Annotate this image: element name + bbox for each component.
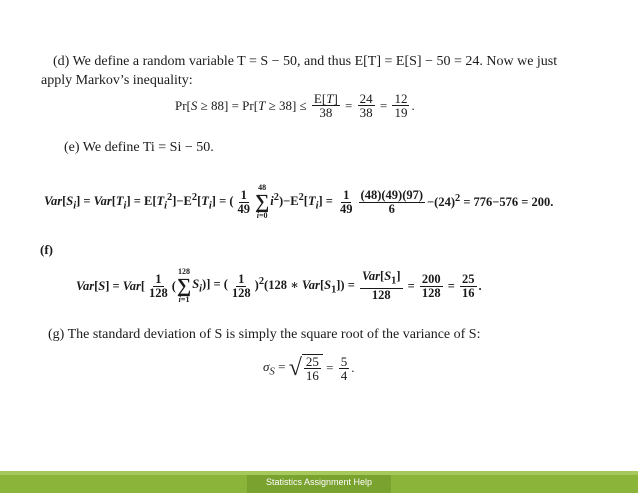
part-e-text: (e) We define Ti = Si − 50. [64,140,214,155]
part-g-text: (g) The standard deviation of S is simply the square root of the variance of S: [48,327,481,342]
footer-stripe [0,471,638,475]
footer-label: Statistics Assignment Help [247,471,391,493]
variance-s-formula: Var[S] = Var[ $\frac{1}{128}$ ( 128 ∑ i=1 $S_i$)] = ( $\frac{1}{128}$ )$^2$(128 ∗ $Var[S_1]$) = $\frac{Var[S_1]}{128}$ = $\frac{200}{128}$ = $\frac{25}{16}$ . [76,267,482,304]
variance-si-formula: $Var[S_i] = Var[T_i] = E[T_i^2]-E^2[T_i]$ = ( $\frac{1}{49}$ 48 ∑ i=0 $i^2)-E^2[T_i]$ = $\frac{1}{49}$ $\frac{(48)(49)(97)}{6}$ $-(24)^2 = 776-576 = 200$. [44,183,554,220]
part-f-label: (f) [40,242,53,257]
part-d-line2: apply Markov’s inequality: [41,73,193,88]
markov-formula: Pr[S ≥ 88] = Pr[T ≥ 38] ≤ $\frac{E[T]}{38}$ = $\frac{24}{38}$ = $\frac{12}{19}$ . [175,91,415,120]
std-dev-formula: $\sigma_S$ = √ $\frac{25}{16}$ = $\frac{5}{4}$ . [263,353,355,383]
footer-bar [0,471,638,493]
part-d-line1: (d) We define a random variable T = S − 50, and thus E[T] = E[S] − 50 = 24. Now we just [53,54,558,69]
